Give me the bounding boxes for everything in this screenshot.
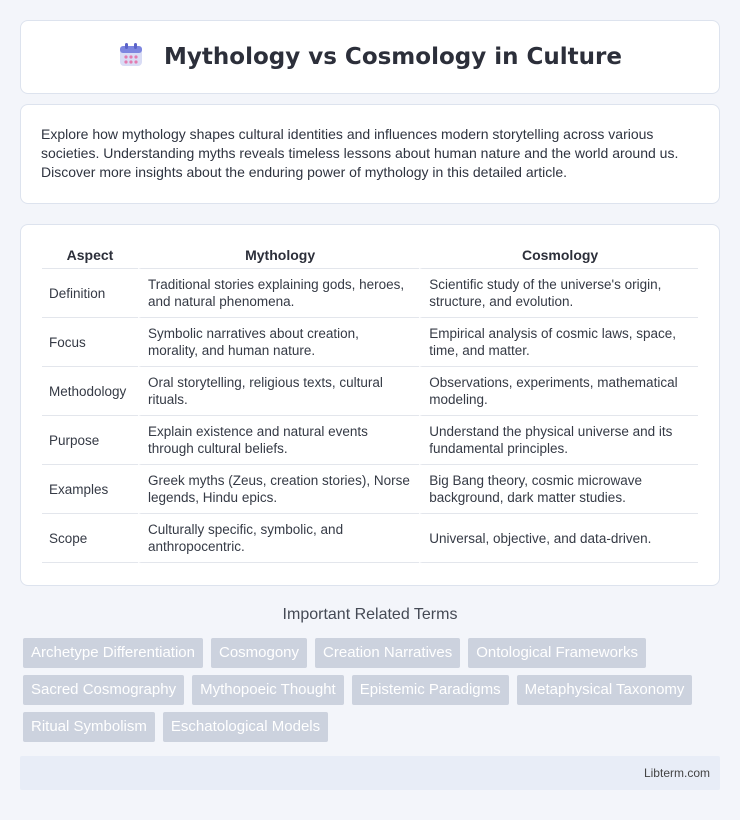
mythology-cell: Explain existence and natural events through cultural beliefs. xyxy=(138,416,419,465)
term-tag[interactable]: Ritual Symbolism xyxy=(23,712,155,742)
mythology-cell: Traditional stories explaining gods, heroes, and natural phenomena. xyxy=(138,269,419,318)
mythology-cell: Oral storytelling, religious texts, cultural rituals. xyxy=(138,367,419,416)
aspect-cell: Scope xyxy=(42,514,138,563)
header-mythology: Mythology xyxy=(138,243,419,269)
header-cosmology: Cosmology xyxy=(419,243,698,269)
table-row xyxy=(42,416,698,465)
intro-card xyxy=(20,104,720,204)
footer xyxy=(20,756,720,790)
term-tag[interactable]: Eschatological Models xyxy=(163,712,328,742)
term-tag[interactable]: Archetype Differentiation xyxy=(23,638,203,668)
cosmology-cell: Empirical analysis of cosmic laws, space, time, and matter. xyxy=(419,318,698,367)
table-row xyxy=(42,514,698,563)
table-header-row xyxy=(42,243,698,269)
comparison-table-card xyxy=(20,224,720,586)
aspect-cell: Methodology xyxy=(42,367,138,416)
related-terms-title: Important Related Terms xyxy=(282,606,458,623)
table-row xyxy=(42,367,698,416)
term-tag[interactable]: Mythopoeic Thought xyxy=(192,675,344,705)
mythology-cell: Symbolic narratives about creation, morality, and human nature. xyxy=(138,318,419,367)
footer-site-link[interactable]: Libterm.com xyxy=(643,766,710,780)
table-row xyxy=(42,269,698,318)
term-tag[interactable]: Creation Narratives xyxy=(315,638,460,668)
term-tag[interactable]: Sacred Cosmography xyxy=(23,675,184,705)
mythology-cell: Greek myths (Zeus, creation stories), Norse legends, Hindu epics. xyxy=(138,465,419,514)
aspect-cell: Focus xyxy=(42,318,138,367)
term-tag[interactable]: Cosmogony xyxy=(211,638,307,668)
cosmology-cell: Understand the physical universe and its fundamental principles. xyxy=(419,416,698,465)
comparison-table xyxy=(42,243,698,563)
header-aspect: Aspect xyxy=(42,243,138,269)
term-tag[interactable]: Epistemic Paradigms xyxy=(352,675,509,705)
cosmology-cell: Observations, experiments, mathematical modeling. xyxy=(419,367,698,416)
term-tag[interactable]: Ontological Frameworks xyxy=(468,638,646,668)
aspect-cell: Examples xyxy=(42,465,138,514)
aspect-cell: Purpose xyxy=(42,416,138,465)
intro-text: Explore how mythology shapes cultural identities and influences modern storytelling across various societies. Understanding myths reveals timeless lessons about human nature and the world around us. Discover more insights about the enduring power of mythology in this detailed article. xyxy=(41,126,679,180)
table-row xyxy=(42,465,698,514)
header-card xyxy=(20,20,720,94)
aspect-cell: Definition xyxy=(42,269,138,318)
mythology-cell: Culturally specific, symbolic, and anthropocentric. xyxy=(138,514,419,563)
cosmology-cell: Scientific study of the universe's origin, structure, and evolution. xyxy=(419,269,698,318)
cosmology-cell: Universal, objective, and data-driven. xyxy=(419,514,698,563)
table-row xyxy=(42,318,698,367)
page-title: Mythology vs Cosmology in Culture xyxy=(164,44,622,70)
calendar-icon xyxy=(118,42,144,73)
term-tag[interactable]: Metaphysical Taxonomy xyxy=(517,675,693,705)
cosmology-cell: Big Bang theory, cosmic microwave background, dark matter studies. xyxy=(419,465,698,514)
related-terms-list xyxy=(23,638,723,742)
